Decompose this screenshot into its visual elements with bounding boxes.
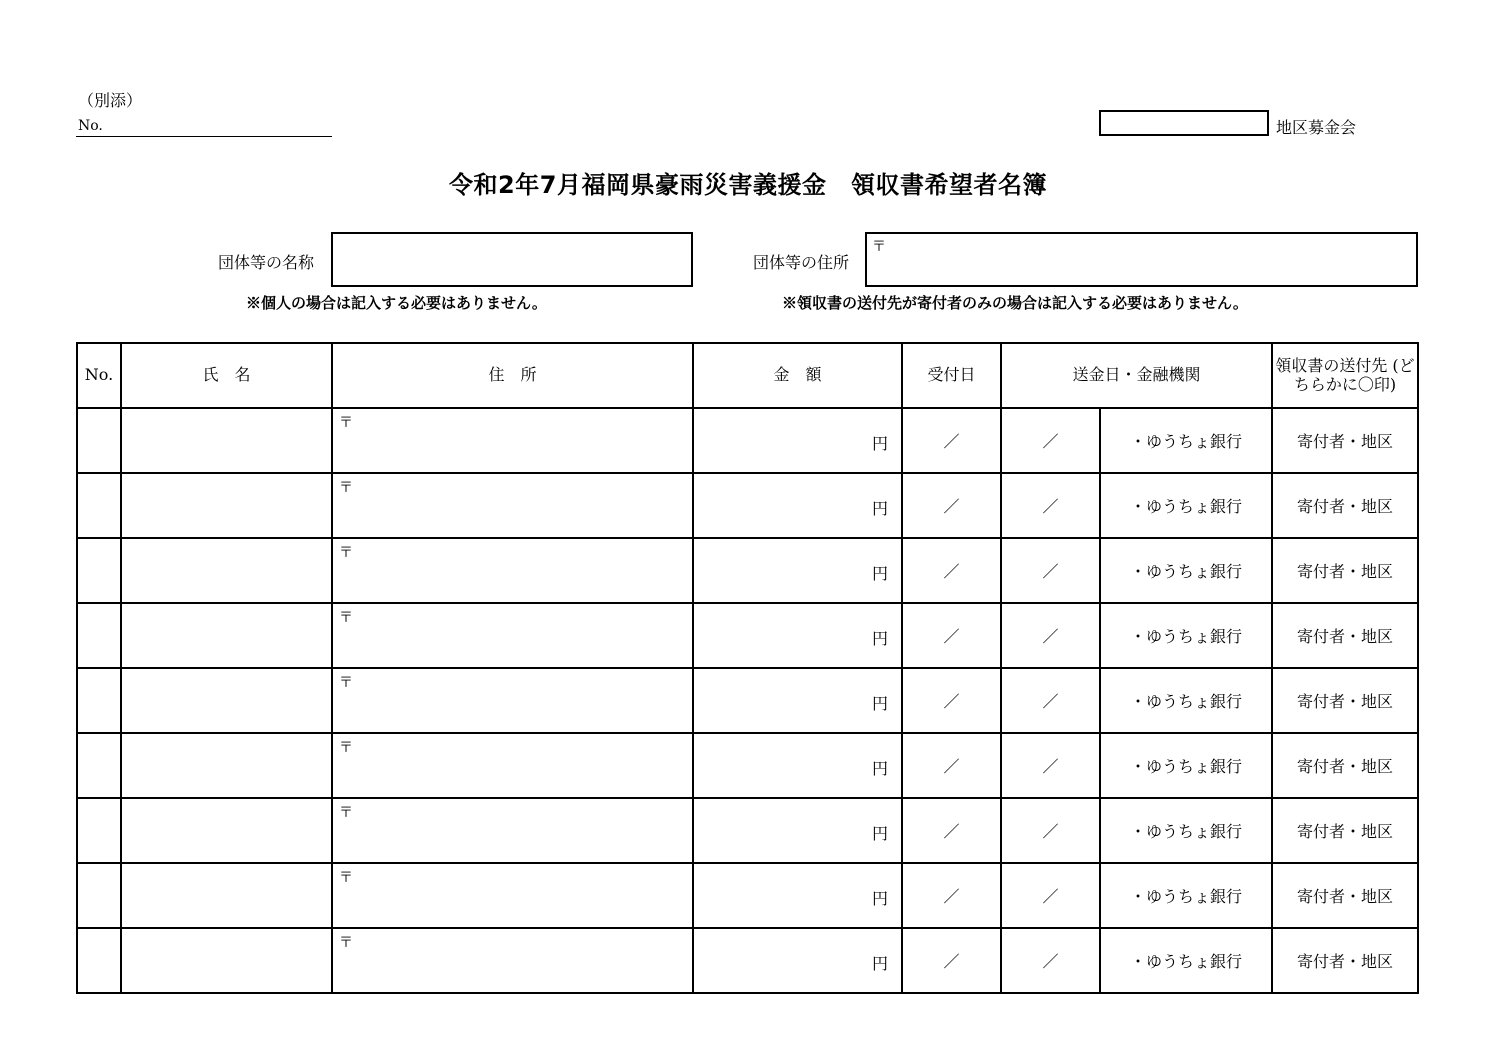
row-no-cell[interactable]: [77, 798, 121, 863]
postal-mark-icon: 〒: [872, 239, 886, 255]
postal-mark-icon: 〒: [339, 415, 353, 431]
table-row: [77, 863, 1418, 928]
group-name-field[interactable]: [331, 232, 693, 287]
date-slash: ／: [943, 692, 960, 711]
yen-unit-label: 円: [871, 499, 888, 518]
yen-unit-label: 円: [871, 954, 888, 973]
destination-options-label: 寄付者・地区: [1296, 627, 1393, 646]
row-name-cell[interactable]: [121, 408, 332, 473]
date-slash: ／: [1042, 432, 1059, 451]
row-address-cell[interactable]: [332, 603, 693, 668]
row-destination-cell[interactable]: [1272, 733, 1418, 798]
group-address-label: 団体等の住所: [753, 253, 850, 272]
row-bank-cell[interactable]: [1100, 408, 1272, 473]
form-number-field[interactable]: [76, 136, 332, 137]
group-address-field[interactable]: [865, 232, 1418, 287]
row-destination-cell[interactable]: [1272, 928, 1418, 993]
row-amount-cell[interactable]: [693, 798, 902, 863]
postal-mark-icon: 〒: [339, 805, 353, 821]
district-name-field[interactable]: [1099, 110, 1269, 136]
row-address-cell[interactable]: [332, 733, 693, 798]
yen-unit-label: 円: [871, 759, 888, 778]
group-name-note: ※個人の場合は記入する必要はありません。: [246, 294, 547, 312]
row-remittance-date-cell[interactable]: [1001, 928, 1100, 993]
row-received-date-cell[interactable]: [902, 668, 1001, 733]
row-remittance-date-cell[interactable]: [1001, 408, 1100, 473]
header-received-date: 受付日: [902, 343, 1001, 408]
row-destination-cell[interactable]: [1272, 473, 1418, 538]
row-bank-cell[interactable]: [1100, 928, 1272, 993]
bank-option-label: ・ゆうちょ銀行: [1129, 692, 1242, 711]
destination-options-label: 寄付者・地区: [1296, 952, 1393, 971]
row-remittance-date-cell[interactable]: [1001, 798, 1100, 863]
row-amount-cell[interactable]: [693, 538, 902, 603]
header-receipt-destination: 領収書の送付先 (どちらかに〇印): [1272, 343, 1418, 408]
row-name-cell[interactable]: [121, 538, 332, 603]
row-remittance-date-cell[interactable]: [1001, 863, 1100, 928]
header-remittance: 送金日・金融機関: [1001, 343, 1272, 408]
row-name-cell[interactable]: [121, 603, 332, 668]
row-destination-cell[interactable]: [1272, 603, 1418, 668]
table-row: [77, 538, 1418, 603]
row-received-date-cell[interactable]: [902, 733, 1001, 798]
row-bank-cell[interactable]: [1100, 863, 1272, 928]
document-title: 令和2年7月福岡県豪雨災害義援金 領収書希望者名簿: [449, 171, 1047, 199]
postal-mark-icon: 〒: [339, 740, 353, 756]
header-no: No.: [77, 343, 121, 408]
table-row: [77, 473, 1418, 538]
destination-options-label: 寄付者・地区: [1296, 822, 1393, 841]
yen-unit-label: 円: [871, 434, 888, 453]
row-destination-cell[interactable]: [1272, 668, 1418, 733]
row-destination-cell[interactable]: [1272, 863, 1418, 928]
form-number-label: No.: [78, 118, 103, 134]
table-row: [77, 603, 1418, 668]
table-header-row: [77, 343, 1418, 408]
row-amount-cell[interactable]: [693, 928, 902, 993]
row-amount-cell[interactable]: [693, 863, 902, 928]
destination-options-label: 寄付者・地区: [1296, 757, 1393, 776]
row-amount-cell[interactable]: [693, 668, 902, 733]
row-address-cell[interactable]: [332, 863, 693, 928]
attachment-label: （別添）: [78, 91, 143, 110]
row-destination-cell[interactable]: [1272, 538, 1418, 603]
row-address-cell[interactable]: [332, 408, 693, 473]
group-address-note: ※領収書の送付先が寄付者のみの場合は記入する必要はありません。: [782, 294, 1248, 312]
row-no-cell[interactable]: [77, 733, 121, 798]
row-no-cell[interactable]: [77, 408, 121, 473]
row-no-cell[interactable]: [77, 473, 121, 538]
table-row: [77, 928, 1418, 993]
row-received-date-cell[interactable]: [902, 538, 1001, 603]
postal-mark-icon: 〒: [339, 480, 353, 496]
row-name-cell[interactable]: [121, 798, 332, 863]
destination-options-label: 寄付者・地区: [1296, 432, 1393, 451]
bank-option-label: ・ゆうちょ銀行: [1129, 757, 1242, 776]
destination-options-label: 寄付者・地区: [1296, 497, 1393, 516]
row-received-date-cell[interactable]: [902, 473, 1001, 538]
row-address-cell[interactable]: [332, 668, 693, 733]
row-name-cell[interactable]: [121, 863, 332, 928]
row-bank-cell[interactable]: [1100, 798, 1272, 863]
date-slash: ／: [943, 562, 960, 581]
row-no-cell[interactable]: [77, 603, 121, 668]
destination-options-label: 寄付者・地区: [1296, 562, 1393, 581]
row-name-cell[interactable]: [121, 668, 332, 733]
date-slash: ／: [1042, 692, 1059, 711]
bank-option-label: ・ゆうちょ銀行: [1129, 432, 1242, 451]
row-name-cell[interactable]: [121, 473, 332, 538]
table-row: [77, 668, 1418, 733]
date-slash: ／: [1042, 822, 1059, 841]
bank-option-label: ・ゆうちょ銀行: [1129, 627, 1242, 646]
postal-mark-icon: 〒: [339, 675, 353, 691]
row-no-cell[interactable]: [77, 928, 121, 993]
date-slash: ／: [943, 887, 960, 906]
yen-unit-label: 円: [871, 824, 888, 843]
table-row: [77, 733, 1418, 798]
row-bank-cell[interactable]: [1100, 538, 1272, 603]
destination-options-label: 寄付者・地区: [1296, 887, 1393, 906]
row-no-cell[interactable]: [77, 863, 121, 928]
row-no-cell[interactable]: [77, 668, 121, 733]
bank-option-label: ・ゆうちょ銀行: [1129, 497, 1242, 516]
row-name-cell[interactable]: [121, 733, 332, 798]
date-slash: ／: [1042, 887, 1059, 906]
yen-unit-label: 円: [871, 889, 888, 908]
bank-option-label: ・ゆうちょ銀行: [1129, 562, 1242, 581]
row-amount-cell[interactable]: [693, 733, 902, 798]
date-slash: ／: [943, 497, 960, 516]
row-bank-cell[interactable]: [1100, 603, 1272, 668]
postal-mark-icon: 〒: [339, 870, 353, 886]
row-remittance-date-cell[interactable]: [1001, 603, 1100, 668]
row-address-cell[interactable]: [332, 538, 693, 603]
date-slash: ／: [1042, 562, 1059, 581]
row-amount-cell[interactable]: [693, 603, 902, 668]
row-received-date-cell[interactable]: [902, 408, 1001, 473]
row-address-cell[interactable]: [332, 473, 693, 538]
row-bank-cell[interactable]: [1100, 733, 1272, 798]
postal-mark-icon: 〒: [339, 545, 353, 561]
date-slash: ／: [943, 952, 960, 971]
row-received-date-cell[interactable]: [902, 863, 1001, 928]
row-destination-cell[interactable]: [1272, 408, 1418, 473]
row-destination-cell[interactable]: [1272, 798, 1418, 863]
postal-mark-icon: 〒: [339, 610, 353, 626]
date-slash: ／: [1042, 627, 1059, 646]
bank-option-label: ・ゆうちょ銀行: [1129, 952, 1242, 971]
donor-register-table: [76, 342, 1419, 994]
row-remittance-date-cell[interactable]: [1001, 538, 1100, 603]
date-slash: ／: [943, 822, 960, 841]
row-no-cell[interactable]: [77, 538, 121, 603]
row-bank-cell[interactable]: [1100, 473, 1272, 538]
yen-unit-label: 円: [871, 629, 888, 648]
row-remittance-date-cell[interactable]: [1001, 473, 1100, 538]
header-name: 氏 名: [121, 343, 332, 408]
bank-option-label: ・ゆうちょ銀行: [1129, 822, 1242, 841]
row-bank-cell[interactable]: [1100, 668, 1272, 733]
yen-unit-label: 円: [871, 694, 888, 713]
date-slash: ／: [943, 627, 960, 646]
row-remittance-date-cell[interactable]: [1001, 733, 1100, 798]
date-slash: ／: [1042, 497, 1059, 516]
header-amount: 金 額: [693, 343, 902, 408]
row-address-cell[interactable]: [332, 798, 693, 863]
table-row: [77, 798, 1418, 863]
destination-options-label: 寄付者・地区: [1296, 692, 1393, 711]
row-received-date-cell[interactable]: [902, 928, 1001, 993]
row-address-cell[interactable]: [332, 928, 693, 993]
group-name-label: 団体等の名称: [218, 253, 315, 272]
date-slash: ／: [1042, 952, 1059, 971]
date-slash: ／: [943, 757, 960, 776]
row-amount-cell[interactable]: [693, 408, 902, 473]
yen-unit-label: 円: [871, 564, 888, 583]
row-amount-cell[interactable]: [693, 473, 902, 538]
bank-option-label: ・ゆうちょ銀行: [1129, 887, 1242, 906]
date-slash: ／: [943, 432, 960, 451]
date-slash: ／: [1042, 757, 1059, 776]
district-suffix-label: 地区募金会: [1276, 118, 1357, 137]
row-remittance-date-cell[interactable]: [1001, 668, 1100, 733]
row-name-cell[interactable]: [121, 928, 332, 993]
postal-mark-icon: 〒: [339, 935, 353, 951]
table-row: [77, 408, 1418, 473]
header-address: 住 所: [332, 343, 693, 408]
row-received-date-cell[interactable]: [902, 603, 1001, 668]
row-received-date-cell[interactable]: [902, 798, 1001, 863]
